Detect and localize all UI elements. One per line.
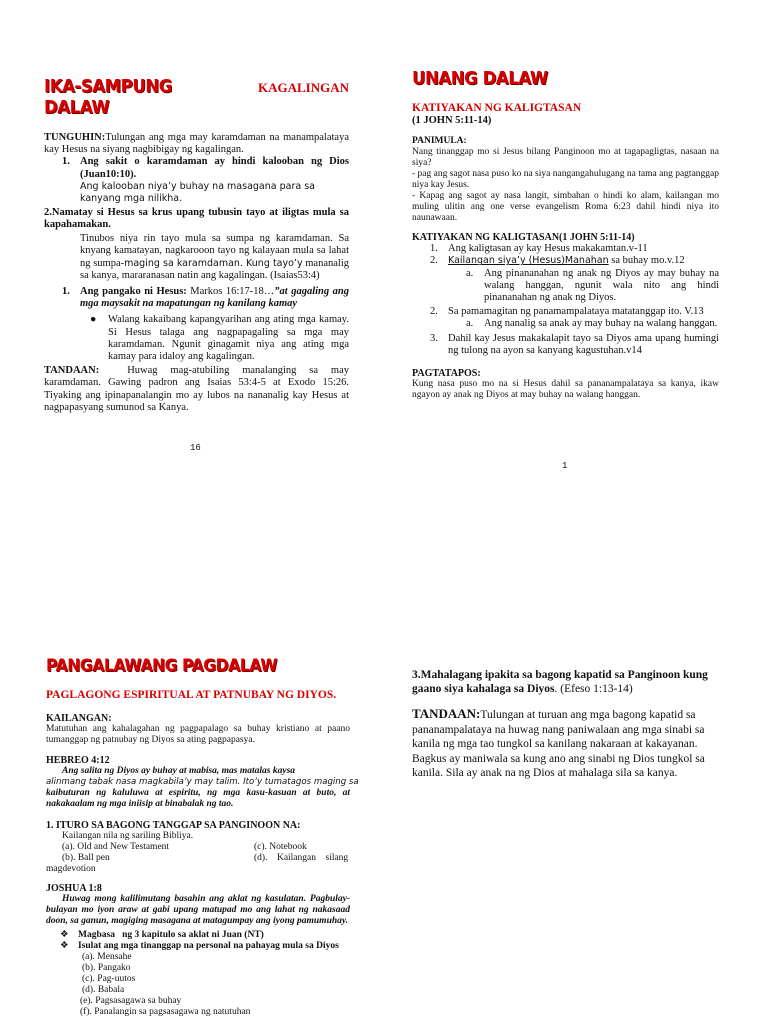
q2-katiyakan-label: KATIYAKAN NG KALIGTASAN(1 JOHN 5:11-14) xyxy=(412,232,635,244)
q1-item1-hand: Ang kalooban niya’y buhay na masagana para sa kanyang mga nilikha. xyxy=(80,180,315,204)
q4-item xyxy=(412,669,717,696)
q1-panel xyxy=(44,76,349,414)
q3-options-row2 xyxy=(62,853,350,864)
q1-tandaan xyxy=(44,365,349,414)
q1-bullet-text: Walang kakaibang kapangyarihan ang ating mga kamay. Si Hesus talaga ang nagpapagaling sa mga may karamdaman. Ngunit ginagamit niya ang ating mga kamay para idaloy ang kagalingan. xyxy=(108,314,349,363)
list-item: (e). Pagsasagawa sa buhay xyxy=(80,996,182,1006)
q2-k3-text: Sa pamamagitan ng panamampalataya matatanggap ito. V.13 xyxy=(448,306,704,318)
q4-tandaan-label: TANDAAN: xyxy=(412,706,481,721)
q1-item1-bold: Ang sakit o karamdaman ay hindi kalooban ng Dios (Juan10:10). xyxy=(80,156,349,180)
q2-k2a-text: Ang pinananahan ng anak ng Diyos ay may buhay na walang hanggan, ngunit wala nito ang hindi pinananahan ng anak ng Diyos. xyxy=(484,267,719,304)
q3-opt-b: (b). Ball pen xyxy=(62,853,110,863)
q1-tunguhin-text: Tulungan ang mga may karamdaman na manampalataya kay Hesus na siyang nagbibigay ng kagalingan. xyxy=(44,132,349,156)
q2-k3a-text: Ang nanalig sa anak ay may buhay na walang hanggan. xyxy=(484,318,718,330)
q1-item3-num: 1. xyxy=(62,286,70,298)
q1-tunguhin-label: TUNGUHIN: xyxy=(44,132,106,143)
list-item: (d). Babala xyxy=(82,985,125,995)
q2-k4: 3. Dahil kay Jesus makakalapit tayo sa Diyos ama upang humingi ng tulong na ayon sa kanyang kagustuhan.v14 xyxy=(430,332,719,356)
q3-hebreo-label: HEBREO 4:12 xyxy=(46,755,110,766)
q2-page-number: 1 xyxy=(562,461,568,471)
q3-diamond-2 xyxy=(60,941,350,952)
q1-tandaan-text: Huwag mag-atubiling manalanging sa may karamdaman. Gawing padron ang Isaias 53:4-5 at Exodo 15:26. Tiyaking ang ipinapanalangin mo ay lubos na nananalig kay Hesus at nagpapasyang sumunod sa Kanya. xyxy=(44,365,349,413)
q3-sublist xyxy=(82,952,350,1018)
q3-panel xyxy=(46,656,359,1018)
q2-pagtatapos-label: PAGTATAPOS: xyxy=(412,368,481,380)
q1-item2-text-b: mananalig sa kanya, mararanasan natin ang kagalingan. (Isaias53:4) xyxy=(80,257,349,281)
q1-item3 xyxy=(62,286,349,310)
q4-item-ref: . (Efeso 1:13-14) xyxy=(554,682,633,695)
diamond-bullet-icon: ❖ xyxy=(60,941,69,951)
q1-bullet xyxy=(90,314,349,363)
list-item: (a). Mensahe xyxy=(82,952,132,962)
q3-opt-c: (c). Notebook xyxy=(254,842,307,852)
q1-item1 xyxy=(62,156,349,204)
q3-diamond1-text: Magbasa ng 3 kapitulo sa aklat ni Juan (NT) xyxy=(78,930,264,940)
q3-diamond-1 xyxy=(60,930,350,941)
q1-item2-hand: maging sa karamdaman. Kung tayo’y xyxy=(124,257,303,269)
q4-tandaan-text: Tulungan at turuan ang mga bagong kapatid sa pananampalataya na huwag nang paniwalaan ang mga sinabi sa kanila ng mga tao tungkol sa kanilang nakaraan at kakayanan. Bagkus ay maniwala sa kung ano ang sinabi ng Dios tungkol sa kanila. Sila ay anak na ng Dios at mahalaga sila sa kanya. xyxy=(412,709,705,779)
q4-tandaan xyxy=(412,707,717,781)
q3-joshua-text: Huwag mong kalilimutang basahin ang aklat ng kasulatan. Pagbulay-bulayan mo iyon araw at gabi upang matupad mo ang lahat ng nakasaad doon, sa ganun, magiging masagana at matagumpay ang iyong pamumuhay. xyxy=(46,894,350,926)
bullet-icon: ● xyxy=(90,314,97,326)
q3-ituro-label: 1. ITURO SA BAGONG TANGGAP SA PANGINOON NA: xyxy=(46,820,301,831)
q2-heading: UNANG DALAW xyxy=(412,68,548,89)
q1-item2-bold: 2.Namatay si Hesus sa krus upang tubusin tayo at iligtas mula sa kapahamakan. xyxy=(44,206,349,231)
q1-item2-text-a: Tinubos niya rin tayo mula sa sumpa ng karamdaman. Sa knyang kamatayan, nagkarooon tayo ng kalayaan mula sa lahat ng sumpa- xyxy=(80,233,349,269)
q3-diamond2-text: Isulat ang mga tinanggap na personal na pahayag mula sa Diyos xyxy=(78,941,339,951)
q1-page-number: 16 xyxy=(190,443,201,453)
q2-k3: 2. Sa pamamagitan ng panamampalataya matatanggap ito. V.13 xyxy=(430,306,704,318)
q3-kailangan-label: KAILANGAN: xyxy=(46,713,112,724)
list-item: (b). Pangako xyxy=(82,963,131,973)
q2-panimula-line-3: - Kapag ang sagot ay nasa langit, simbahan o hindi ko alam, kailangan mo muling ulitin ang one verse evangelism Roma 6:23 dahil hindi niya ito naunawaan. xyxy=(412,191,719,224)
q2-k2-hand: Kailangan siya’y (Hesus)Manahan xyxy=(448,255,609,267)
q3-options-row1 xyxy=(62,842,350,853)
q2-pagtatapos-text: Kung nasa puso mo na si Hesus dahil sa pananampalataya sa kanya, ikaw ngayon ay anak ng Diyos at may buhay na walang hanggan. xyxy=(412,379,719,401)
q3-heading: PANGALAWANG PAGDALAW xyxy=(46,656,278,676)
q2-panimula-line-2: - pag ang sagot nasa puso ko na siya nangangahulugang na tama ang pagtanggap niya kay Jesus. xyxy=(412,169,719,191)
q3-opt-d2: magdevotion xyxy=(46,864,96,874)
q2-k1: 1. Ang kaligtasan ay kay Hesus makakamtan.v-11 xyxy=(430,243,648,255)
q4-panel xyxy=(412,669,717,781)
q1-item3-text xyxy=(80,286,349,310)
q2-k3a: a. Ang nanalig sa anak ay may buhay na walang hanggan. xyxy=(466,318,718,330)
q2-k2-rest: sa buhay mo.v.12 xyxy=(608,255,685,267)
q2-k1-text: Ang kaligtasan ay kay Hesus makakamtan.v-11 xyxy=(448,243,648,255)
q1-item3-bold: Ang pangako ni Hesus: xyxy=(80,286,187,298)
q2-k2: 2. Kailangan siya’y (Hesus)Manahan sa buhay mo.v.12 xyxy=(430,255,685,267)
q1-item3-ref: Markos 16:17-18… xyxy=(186,286,275,298)
q3-hebreo-b: kaibuturan ng kaluluwa at espiritu, ng mga kasu-kasuan at buto, at nakakaalam ng mga iniisip at binabalak ng tao. xyxy=(46,788,350,809)
q1-item3-italic: ”at gagaling ang mga maysakit na mapatungan ng kanilang kamay xyxy=(80,286,349,310)
q1-tunguhin xyxy=(44,132,349,156)
q3-hebreo-a: Ang salita ng Diyos ay buhay at mabisa, mas matalas kaysa xyxy=(62,766,296,776)
q2-k2a: a. Ang pinananahan ng anak ng Diyos ay may buhay na walang hanggan, ngunit wala nito ang hindi pinananahan ng anak ng Diyos. xyxy=(466,267,719,304)
q3-kailangan-text: Matutuhan ang kahalagahan ng pagpapalago sa buhay kristiano at paano tumanggap ng patnubay ng Diyos sa ating pagpapasya. xyxy=(46,724,350,745)
q3-ituro-text: Kailangan nila ng sariling Bibliya. xyxy=(62,831,194,841)
q1-item1-num: 1. xyxy=(62,156,70,168)
q2-panimula-line-1: Nang tinanggap mo si Jesus bilang Panginoon mo at tagapagligtas, nasaan na siya? xyxy=(412,147,719,169)
q1-heading: IKA-SAMPUNG DALAW xyxy=(44,76,172,118)
list-item: (f). Panalangin sa pagsasagawa ng natutuhan xyxy=(80,1007,251,1017)
q3-hebreo-hand: alinmang tabak nasa magkabila’y may talim. Ito’y tumatagos maging sa xyxy=(46,777,359,787)
diamond-bullet-icon: ❖ xyxy=(60,930,69,940)
q3-joshua-label: JOSHUA 1:8 xyxy=(46,883,102,894)
q3-opt-a: (a). Old and New Testament xyxy=(62,842,170,852)
q2-subheading: KATIYAKAN NG KALIGTASAN xyxy=(412,102,582,114)
q3-opt-d: (d). Kailangan silang xyxy=(254,853,349,863)
q1-tandaan-label: TANDAAN: xyxy=(44,365,100,377)
q4-item-bold: 3.Mahalagang ipakita sa bagong kapatid sa Panginoon kung gaano siya kahalaga sa Diyos xyxy=(412,669,708,695)
q2-panel xyxy=(412,68,719,401)
q2-k4-text: Dahil kay Jesus makakalapit tayo sa Diyos ama upang humingi ng tulong na ayon sa kanyang kagustuhan.v14 xyxy=(448,332,719,356)
q1-item2-text xyxy=(80,233,349,282)
q2-panimula-label: PANIMULA: xyxy=(412,136,467,147)
q1-subheading: KAGALINGAN xyxy=(257,80,349,95)
q2-reference: (1 JOHN 5:11-14) xyxy=(412,115,492,126)
q3-subheading: PAGLAGONG ESPIRITUAL AT PATNUBAY NG DIYOS. xyxy=(46,689,337,701)
list-item: (c). Pag-uutos xyxy=(82,974,136,984)
